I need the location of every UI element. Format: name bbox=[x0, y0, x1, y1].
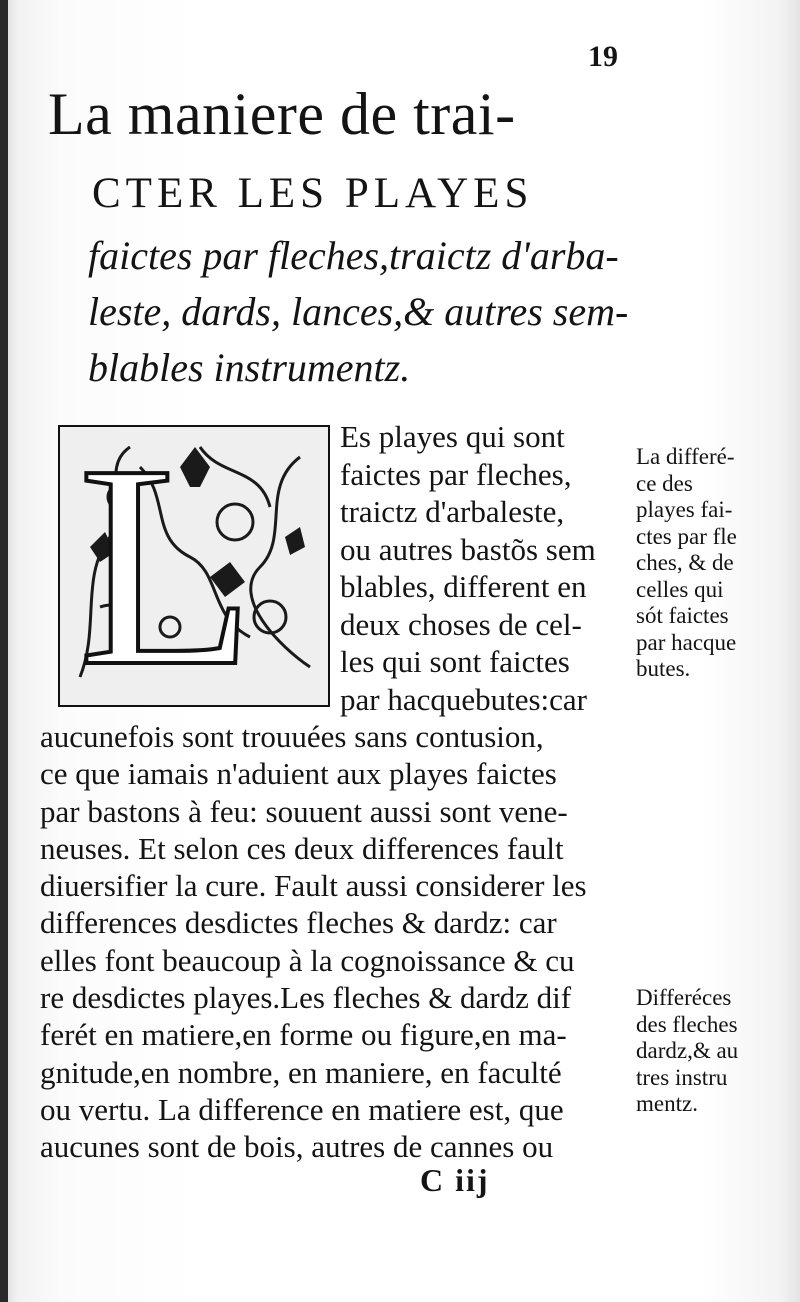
margin-note-differences-arrows bbox=[636, 985, 738, 1118]
text-line: elles font beaucoup à la cognoissance & cu bbox=[40, 942, 575, 978]
text-line: aucunes sont de bois, autres de cannes ou bbox=[40, 1129, 554, 1165]
page-number: 19 bbox=[588, 40, 618, 73]
margin-note-line: des fleches bbox=[636, 1011, 738, 1037]
margin-note-line: mentz. bbox=[636, 1091, 698, 1116]
text-line: differences desdictes fleches & dardz: car bbox=[40, 905, 557, 941]
text-line: ou vertu. La difference en matiere est, que bbox=[40, 1091, 564, 1127]
text-line: deux choses de cel- bbox=[340, 606, 582, 642]
body-text-beside-initial bbox=[340, 418, 630, 718]
margin-note-line: butes. bbox=[636, 656, 691, 681]
text-line: faictes par fleches, bbox=[340, 456, 572, 492]
margin-note-line: playes fai- bbox=[636, 497, 733, 522]
margin-note-line: ce des bbox=[636, 470, 693, 496]
margin-note-line: dardz,& au bbox=[636, 1038, 739, 1063]
margin-note-line: ches, & de bbox=[636, 550, 734, 575]
subtitle-line: faictes par fleches,traictz d'arba- bbox=[88, 233, 619, 278]
text-line: ou autres bastõs sem bbox=[340, 531, 596, 567]
margin-note-line: La differé- bbox=[636, 444, 735, 469]
subtitle-line: blables instrumentz. bbox=[88, 345, 411, 390]
text-line: gnitude,en nombre, en maniere, en faculté bbox=[40, 1054, 562, 1090]
margin-note-line: Differéces bbox=[636, 985, 732, 1010]
text-line: traictz d'arbaleste, bbox=[340, 494, 565, 529]
margin-note-line: celles qui bbox=[636, 576, 724, 602]
margin-note-differences-wounds bbox=[636, 444, 737, 683]
margin-note-line: par hacque bbox=[636, 629, 737, 655]
decorated-initial bbox=[58, 405, 330, 726]
page-gutter-shadow bbox=[0, 0, 8, 1302]
text-line: ce que iamais n'aduient aux playes faictes bbox=[40, 756, 557, 792]
text-line: les qui sont faictes bbox=[340, 644, 570, 679]
signature-mark: C iij bbox=[420, 1162, 490, 1198]
margin-note-line: tres instru bbox=[636, 1064, 728, 1090]
subtitle-line: leste, dards, lances,& autres sem- bbox=[88, 289, 629, 334]
text-line: re desdictes playes.Les fleches & dardz dif bbox=[40, 980, 572, 1016]
text-line: par hacquebutes:car bbox=[340, 681, 588, 717]
text-line: aucunefois sont trouuées sans contusion, bbox=[40, 719, 544, 754]
text-line: Es playes qui sont bbox=[340, 419, 565, 454]
chapter-subtitle bbox=[88, 228, 628, 396]
text-line: par bastons à feu: souuent aussi sont vene- bbox=[40, 793, 568, 829]
initial-letter-glyph: L bbox=[78, 405, 256, 726]
margin-note-line: ctes par fle bbox=[636, 523, 737, 549]
body-text bbox=[40, 718, 630, 1166]
chapter-title-line-2: CTER LES PLAYES bbox=[92, 170, 534, 217]
text-line: diuersifier la cure. Fault aussi considerer les bbox=[40, 868, 587, 904]
text-line: blables, different en bbox=[340, 569, 587, 604]
chapter-title-line-1: La maniere de trai- bbox=[48, 81, 516, 147]
text-line: ferét en matiere,en forme ou figure,en ma- bbox=[40, 1017, 567, 1053]
text-line: neuses. Et selon ces deux differences fault bbox=[40, 830, 564, 866]
margin-note-line: sót faictes bbox=[636, 603, 729, 628]
